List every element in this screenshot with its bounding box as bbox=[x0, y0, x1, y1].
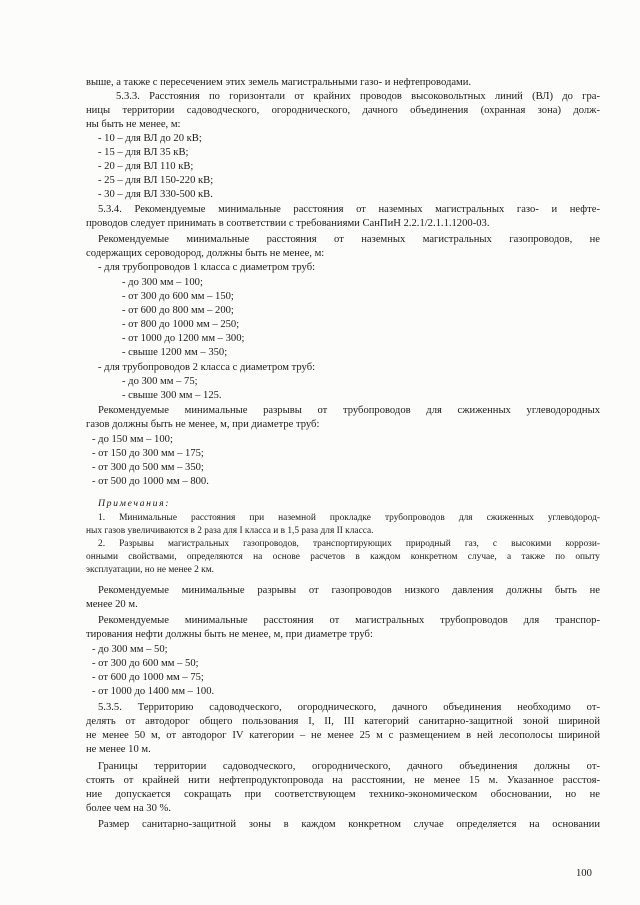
text-line: Рекомендуемые минимальные разрывы от трубопроводов для сжиженных углеводородных bbox=[98, 405, 600, 416]
text-line: не менее 10 м. bbox=[86, 744, 151, 755]
text-line: делять от автодорог общего пользования I, II, III категорий санитарно-защитной зоной шириной bbox=[86, 716, 600, 727]
text-line: Рекомендуемые минимальные расстояния от магистральных трубопроводов для транспор- bbox=[98, 615, 600, 626]
text-line: ние допускается сокращать при соответствующем технико-экономическом обосновании, но не bbox=[86, 789, 600, 800]
text-line: содержащих сероводород, должны быть не менее, м: bbox=[86, 248, 325, 259]
note-line: онными свойствами, определяются на основе расчетов в каждом конкретном случае, а также по опыту bbox=[86, 552, 600, 562]
list-item: - 30 – для ВЛ 330-500 кВ. bbox=[98, 189, 213, 200]
list-item: - до 300 мм – 100; bbox=[122, 277, 203, 288]
text-line: стоять от крайней нити нефтепродуктопровода на расстоянии, не менее 15 м. Указанное расстоя- bbox=[86, 775, 600, 786]
list-item: - 25 – для ВЛ 150-220 кВ; bbox=[98, 175, 214, 186]
list-item: - от 1000 до 1200 мм – 300; bbox=[122, 333, 245, 344]
list-item: - от 600 до 1000 мм – 75; bbox=[92, 672, 204, 683]
list-item: - до 150 мм – 100; bbox=[92, 434, 173, 445]
text-line: Размер санитарно-защитной зоны в каждом конкретном случае определяется на основании bbox=[98, 819, 600, 830]
list-item: - до 300 мм – 75; bbox=[122, 376, 198, 387]
text-line: менее 20 м. bbox=[86, 599, 138, 610]
text-line: Границы территории садоводческого, огороднического, дачного объединения должны от- bbox=[98, 761, 600, 772]
text-line: Рекомендуемые минимальные разрывы от газопроводов низкого давления должны быть не bbox=[98, 585, 600, 596]
list-item: - от 300 до 600 мм – 50; bbox=[92, 658, 199, 669]
text-line: выше, а также с пересечением этих земель магистральными газо- и нефтепроводами. bbox=[86, 77, 472, 88]
list-item: - от 600 до 800 мм – 200; bbox=[122, 305, 234, 316]
list-item: - свыше 1200 мм – 350; bbox=[122, 347, 228, 358]
text-line: Рекомендуемые минимальные расстояния от наземных магистральных газопроводов, не bbox=[98, 234, 600, 245]
text-line: 5.3.5. Территорию садоводческого, огороднического, дачного объединения необходимо от- bbox=[98, 702, 600, 713]
note-line: 1. Минимальные расстояния при наземной прокладке трубопроводов для сжиженных углеводород- bbox=[98, 513, 600, 523]
notes-heading: Примечания: bbox=[98, 498, 171, 509]
list-item: - для трубопроводов 1 класса с диаметром труб: bbox=[98, 262, 316, 273]
list-item: - от 300 до 600 мм – 150; bbox=[122, 291, 234, 302]
note-line: 2. Разрывы магистральных газопроводов, транспортирующих природный газ, с высокими коррози- bbox=[98, 539, 600, 549]
list-item: - 15 – для ВЛ 35 кВ; bbox=[98, 147, 189, 158]
list-item: - до 300 мм – 50; bbox=[92, 644, 168, 655]
text-line: тирования нефти должны быть не менее, м, при диаметре труб: bbox=[86, 629, 373, 640]
list-item: - от 500 до 1000 мм – 800. bbox=[92, 476, 209, 487]
list-item: - от 800 до 1000 мм – 250; bbox=[122, 319, 240, 330]
note-line: эксплуатации, но не менее 2 км. bbox=[86, 565, 215, 575]
list-item: - от 1000 до 1400 мм – 100. bbox=[92, 686, 215, 697]
list-item: - для трубопроводов 2 класса с диаметром труб: bbox=[98, 362, 316, 373]
text-line: ницы территории садоводческого, огороднического, дачного объединения (охранная зона) долж- bbox=[86, 105, 600, 116]
list-item: - свыше 300 мм – 125. bbox=[122, 390, 222, 401]
list-item: - 20 – для ВЛ 110 кВ; bbox=[98, 161, 194, 172]
note-line: ных газов увеличиваются в 2 раза для I класса и в 1,5 раза для II класса. bbox=[86, 526, 374, 536]
list-item: - 10 – для ВЛ до 20 кВ; bbox=[98, 133, 202, 144]
text-line: ны быть не менее, м: bbox=[86, 119, 181, 130]
text-line: газов должны быть не менее, м, при диаметре труб: bbox=[86, 419, 320, 430]
list-item: - от 150 до 300 мм – 175; bbox=[92, 448, 204, 459]
page-number: 100 bbox=[576, 868, 592, 879]
text-line: 5.3.4. Рекомендуемые минимальные расстояния от наземных магистральных газо- и нефте- bbox=[98, 204, 600, 215]
text-line: проводов следует принимать в соответствии с требованиями СанПиН 2.2.1/2.1.1.1200-03. bbox=[86, 218, 490, 229]
text-line: не менее 50 м, от автодорог IV категории – не менее 25 м с размещением в ней лесополосы шириной bbox=[86, 730, 600, 741]
text-line: более чем на 30 %. bbox=[86, 803, 172, 814]
text-line: 5.3.3. Расстояния по горизонтали от крайних проводов высоковольтных линий (ВЛ) до гра- bbox=[116, 91, 600, 102]
list-item: - от 300 до 500 мм – 350; bbox=[92, 462, 204, 473]
